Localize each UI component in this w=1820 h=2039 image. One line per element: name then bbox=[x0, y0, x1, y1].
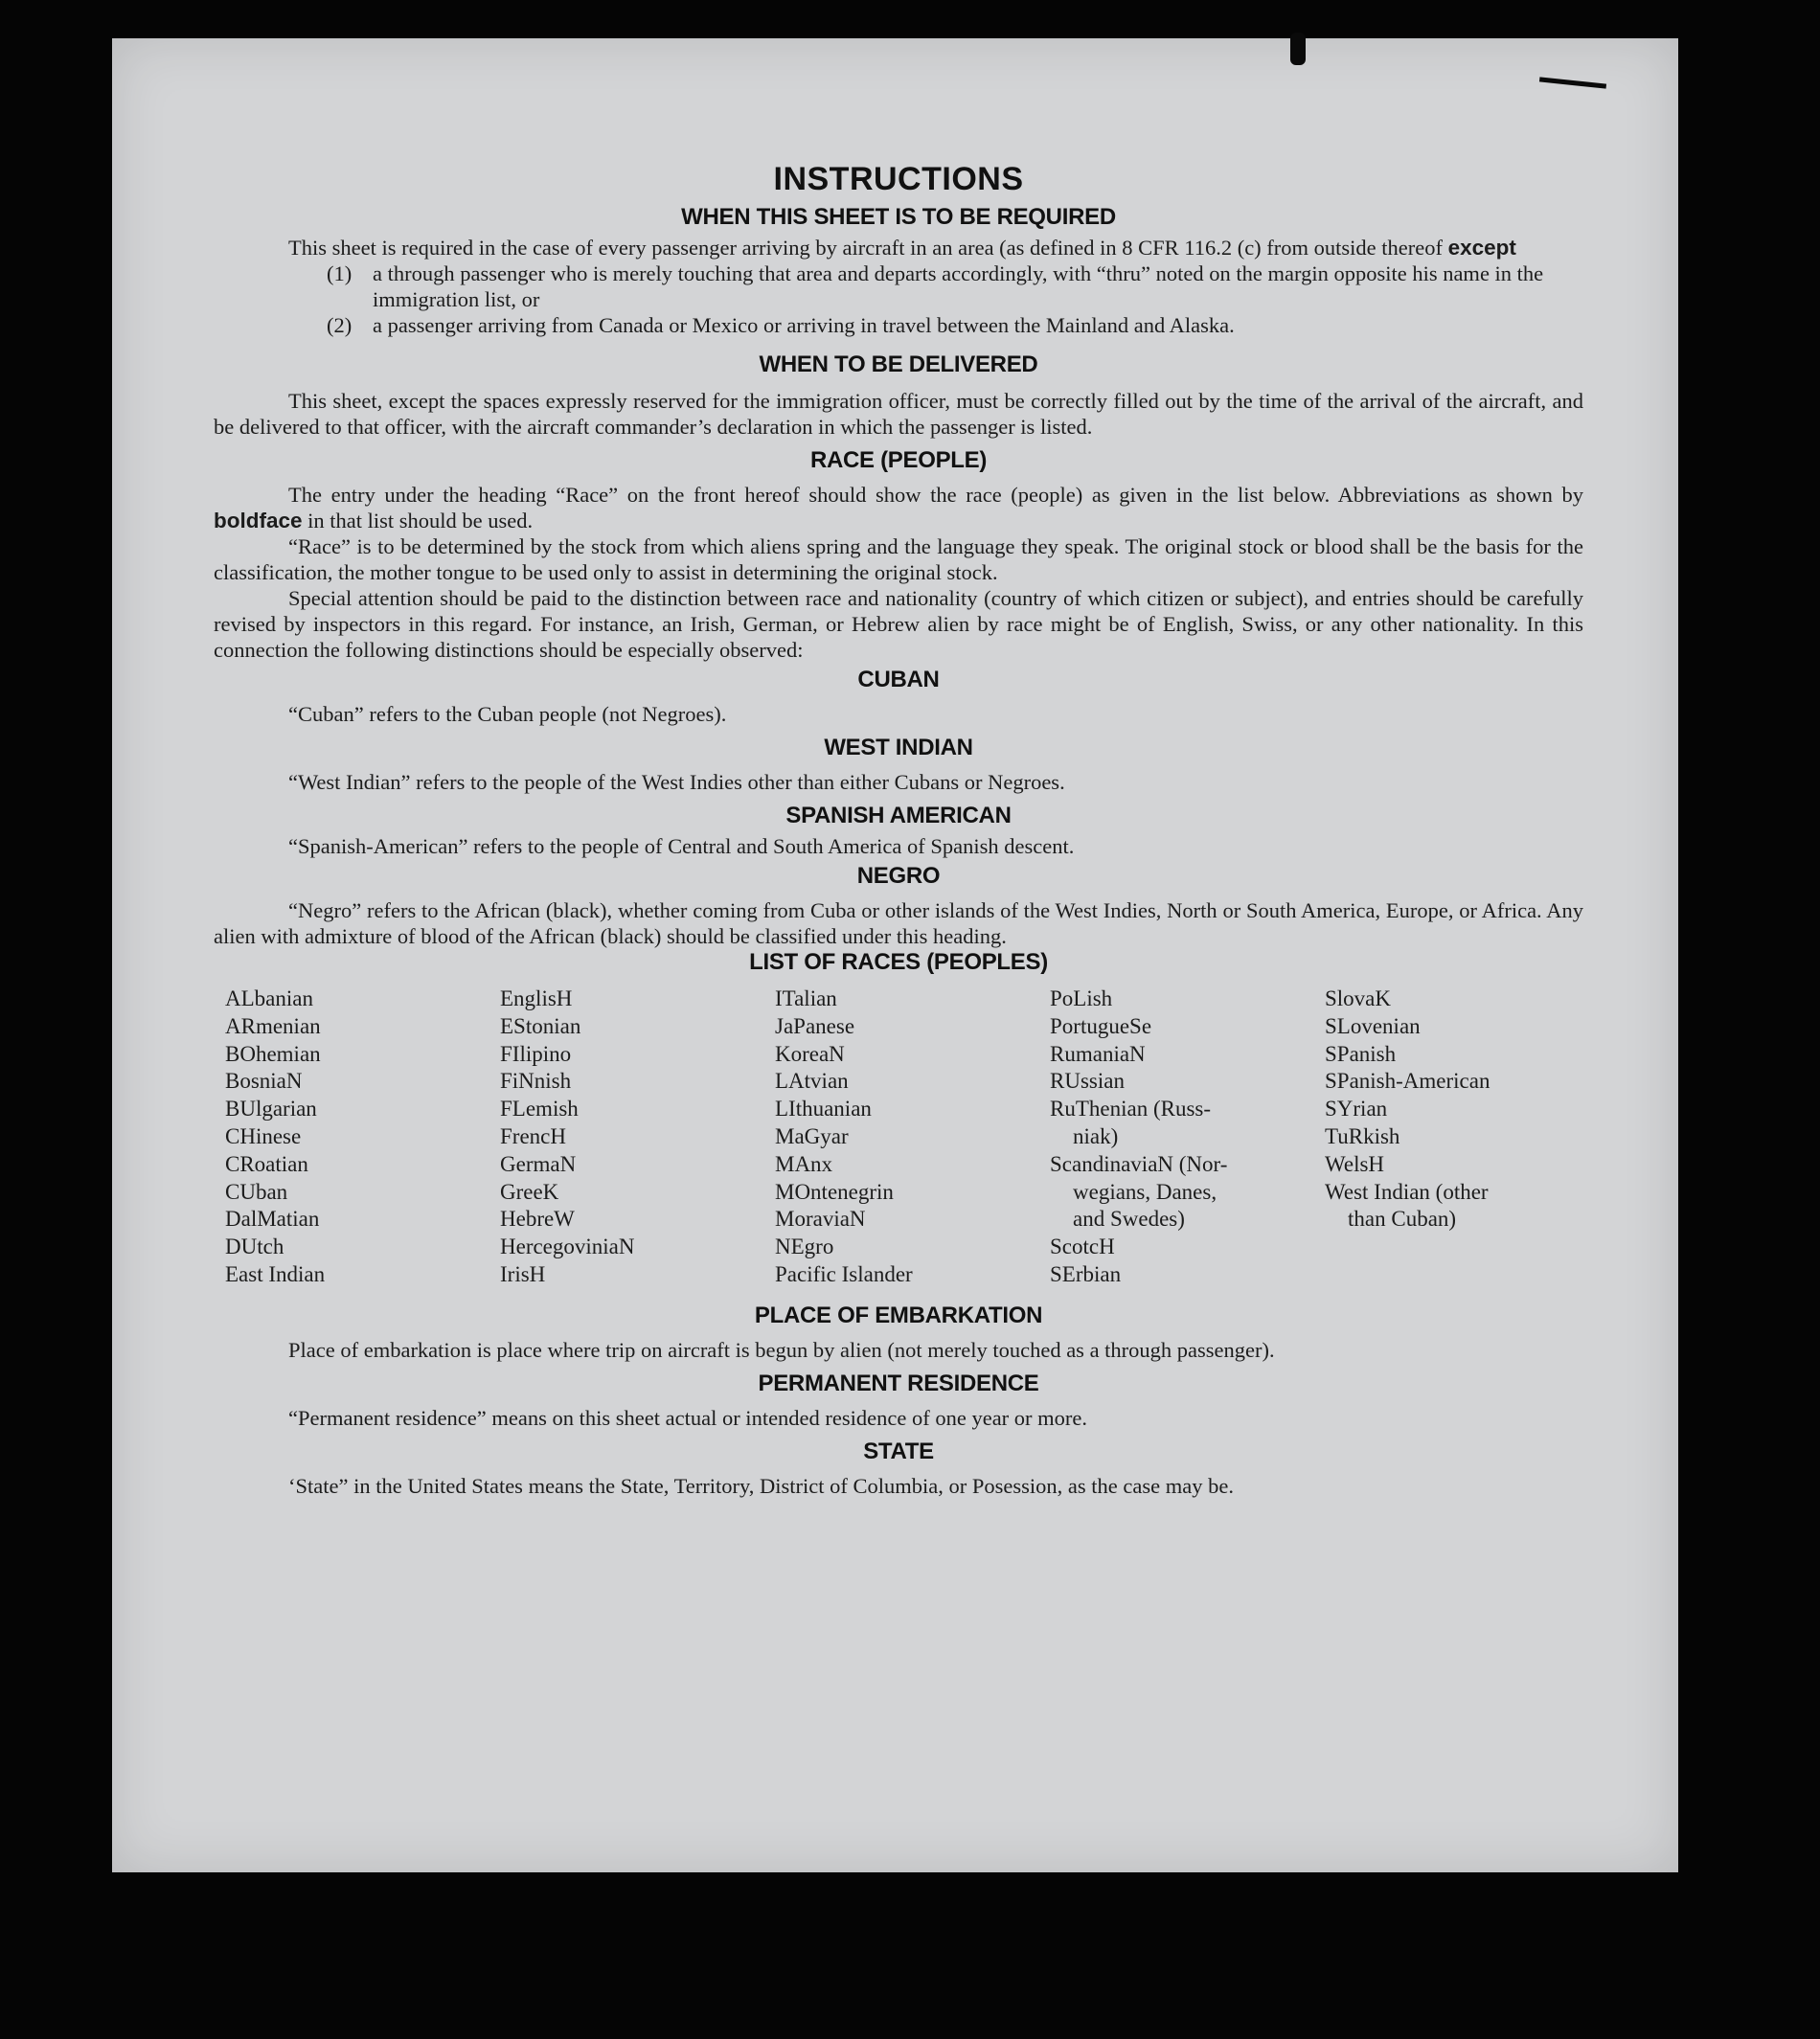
document-page bbox=[112, 38, 1678, 1872]
race-entry-continued: than Cuban) bbox=[1348, 1207, 1457, 1232]
spanish-american-text: “Spanish-American” refers to the people of Central and South America of Spanish descent. bbox=[288, 834, 1075, 858]
races-column-2 bbox=[500, 986, 775, 1289]
race-entry: FiNnish bbox=[500, 1069, 572, 1094]
race-entry-continued: wegians, Danes, bbox=[1073, 1179, 1217, 1204]
race-entry: JaPanese bbox=[775, 1013, 855, 1038]
race-entry: LAtvian bbox=[775, 1069, 849, 1094]
race-entry: SlovaK bbox=[1325, 986, 1391, 1010]
race-entry: West Indian (other bbox=[1325, 1179, 1489, 1204]
race-entry: SPanish-American bbox=[1325, 1069, 1490, 1094]
when-delivered-text: This sheet, except the spaces expressly reserved for the immigration officer, must be correctly filled out by the time of the arrival of the aircraft, and be delivered to that officer, with the aircraft commander’s declaration in which the passenger is listed. bbox=[214, 389, 1583, 439]
race-entry: GreeK bbox=[500, 1179, 559, 1204]
heading-when-delivered: WHEN TO BE DELIVERED bbox=[759, 351, 1038, 377]
heading-negro: NEGRO bbox=[856, 863, 941, 889]
race-entry: ScandinaviaN (Nor- bbox=[1050, 1151, 1228, 1176]
race-paragraph-1: The entry under the heading “Race” on the front hereof should show the race (people) as given in the list below. Abbreviations as shown by boldface in that list should be used. bbox=[214, 483, 1583, 532]
race-entry: DUtch bbox=[225, 1235, 284, 1259]
race-entry: EStonian bbox=[500, 1013, 581, 1038]
race-entry: RUssian bbox=[1050, 1069, 1125, 1094]
race-entry: FLemish bbox=[500, 1097, 579, 1121]
race-entry: MAnx bbox=[775, 1151, 833, 1176]
race-entry: CHinese bbox=[225, 1123, 302, 1148]
race-entry: PortugueSe bbox=[1050, 1013, 1152, 1038]
residence-text: “Permanent residence” means on this sheet actual or intended residence of one year or more. bbox=[288, 1405, 1088, 1430]
punch-hole-mark bbox=[1290, 33, 1306, 65]
race-entry: SYrian bbox=[1325, 1097, 1388, 1121]
heading-spanish-american: SPANISH AMERICAN bbox=[785, 803, 1012, 828]
state-text: ‘State” in the United States means the State, Territory, District of Columbia, or Posession, as the case may be. bbox=[288, 1473, 1234, 1498]
race-entry: MoraviaN bbox=[775, 1207, 866, 1232]
race-entry: ARmenian bbox=[225, 1013, 321, 1038]
heading-when-required: WHEN THIS SHEET IS TO BE REQUIRED bbox=[681, 204, 1116, 230]
races-column-1 bbox=[225, 986, 500, 1289]
race-entry-continued: niak) bbox=[1073, 1123, 1119, 1148]
race-entry: EnglisH bbox=[500, 986, 573, 1010]
list-item: (1) a through passenger who is merely touching that area and departs accordingly, with “thru” noted on the margin opposite his name in the immigration list, or bbox=[327, 261, 1544, 311]
race-paragraph-3: Special attention should be paid to the distinction between race and nationality (country of which citizen or subject), and entries should be carefully revised by inspectors in this regard. For instance, an Irish, German, or Hebrew alien by race might be of English, Swiss, or any other nationality. In this connection the following distinctions should be especially observed: bbox=[214, 586, 1583, 662]
race-entry: HercegoviniaN bbox=[500, 1235, 635, 1259]
race-entry-continued: and Swedes) bbox=[1073, 1207, 1185, 1232]
instructions-content bbox=[214, 161, 1583, 1499]
pen-mark bbox=[1539, 77, 1606, 88]
race-entry: RumaniaN bbox=[1050, 1041, 1146, 1066]
race-entry: BOhemian bbox=[225, 1041, 321, 1066]
list-item: (2) a passenger arriving from Canada or Mexico or arriving in travel between the Mainland and Alaska. bbox=[327, 313, 1235, 337]
races-column-4 bbox=[1050, 986, 1325, 1289]
heading-west-indian: WEST INDIAN bbox=[824, 735, 973, 760]
race-entry: HebreW bbox=[500, 1207, 575, 1232]
heading-race: RACE (PEOPLE) bbox=[809, 447, 988, 473]
race-entry: CRoatian bbox=[225, 1151, 308, 1176]
race-entry: SLovenian bbox=[1325, 1013, 1421, 1038]
page-title: INSTRUCTIONS bbox=[773, 161, 1024, 197]
race-entry: WelsH bbox=[1325, 1151, 1385, 1176]
when-required-intro: This sheet is required in the case of every passenger arriving by aircraft in an area (as defined in 8 CFR 116.2 (c) from outside thereof except bbox=[288, 236, 1516, 260]
race-entry: NEgro bbox=[775, 1235, 834, 1259]
races-column-3 bbox=[775, 986, 1050, 1289]
race-entry: SPanish bbox=[1325, 1041, 1397, 1066]
negro-text: “Negro” refers to the African (black), whether coming from Cuba or other islands of the West Indies, North or South America, Europe, or Africa. Any alien with admixture of blood of the African (black) should be classified under this heading. bbox=[214, 898, 1583, 948]
embarkation-text: Place of embarkation is place where trip on aircraft is begun by alien (not merely touched as a through passenger). bbox=[288, 1337, 1275, 1362]
heading-cuban: CUBAN bbox=[857, 667, 940, 692]
race-paragraph-2: “Race” is to be determined by the stock from which aliens spring and the language they speak. The original stock or blood shall be the basis for the classification, the mother tongue to be used only to assist in determining the original stock. bbox=[214, 534, 1583, 584]
race-entry: RuThenian (Russ- bbox=[1050, 1097, 1212, 1121]
race-entry: East Indian bbox=[225, 1261, 326, 1286]
heading-list-of-races: LIST OF RACES (PEOPLES) bbox=[749, 949, 1048, 975]
race-entry: FIlipino bbox=[500, 1041, 572, 1066]
race-entry: SErbian bbox=[1050, 1261, 1122, 1286]
west-indian-text: “West Indian” refers to the people of the West Indies other than either Cubans or Negroes. bbox=[288, 770, 1065, 794]
heading-permanent-residence: PERMANENT RESIDENCE bbox=[758, 1370, 1039, 1396]
races-column-5 bbox=[1325, 986, 1600, 1289]
race-entry: ScotcH bbox=[1050, 1235, 1115, 1259]
race-entry: MaGyar bbox=[775, 1123, 849, 1148]
race-entry: ITalian bbox=[775, 986, 837, 1010]
exception-list bbox=[327, 261, 1583, 338]
race-entry: DalMatian bbox=[225, 1207, 320, 1232]
race-entry: Pacific Islander bbox=[775, 1261, 913, 1286]
race-entry: IrisH bbox=[500, 1261, 546, 1286]
race-entry: CUban bbox=[225, 1179, 288, 1204]
race-entry: FrencH bbox=[500, 1123, 566, 1148]
race-entry: KoreaN bbox=[775, 1041, 845, 1066]
race-entry: TuRkish bbox=[1325, 1123, 1400, 1148]
race-entry: GermaN bbox=[500, 1151, 577, 1176]
race-entry: MOntenegrin bbox=[775, 1179, 894, 1204]
race-entry: LIthuanian bbox=[775, 1097, 872, 1121]
race-entry: PoLish bbox=[1050, 986, 1113, 1010]
heading-place-of-embarkation: PLACE OF EMBARKATION bbox=[754, 1302, 1043, 1328]
cuban-text: “Cuban” refers to the Cuban people (not Negroes). bbox=[288, 702, 727, 726]
races-list bbox=[225, 986, 1583, 1289]
heading-state: STATE bbox=[863, 1438, 934, 1464]
race-entry: BUlgarian bbox=[225, 1097, 317, 1121]
race-entry: ALbanian bbox=[225, 986, 313, 1010]
race-entry: BosniaN bbox=[225, 1069, 303, 1094]
